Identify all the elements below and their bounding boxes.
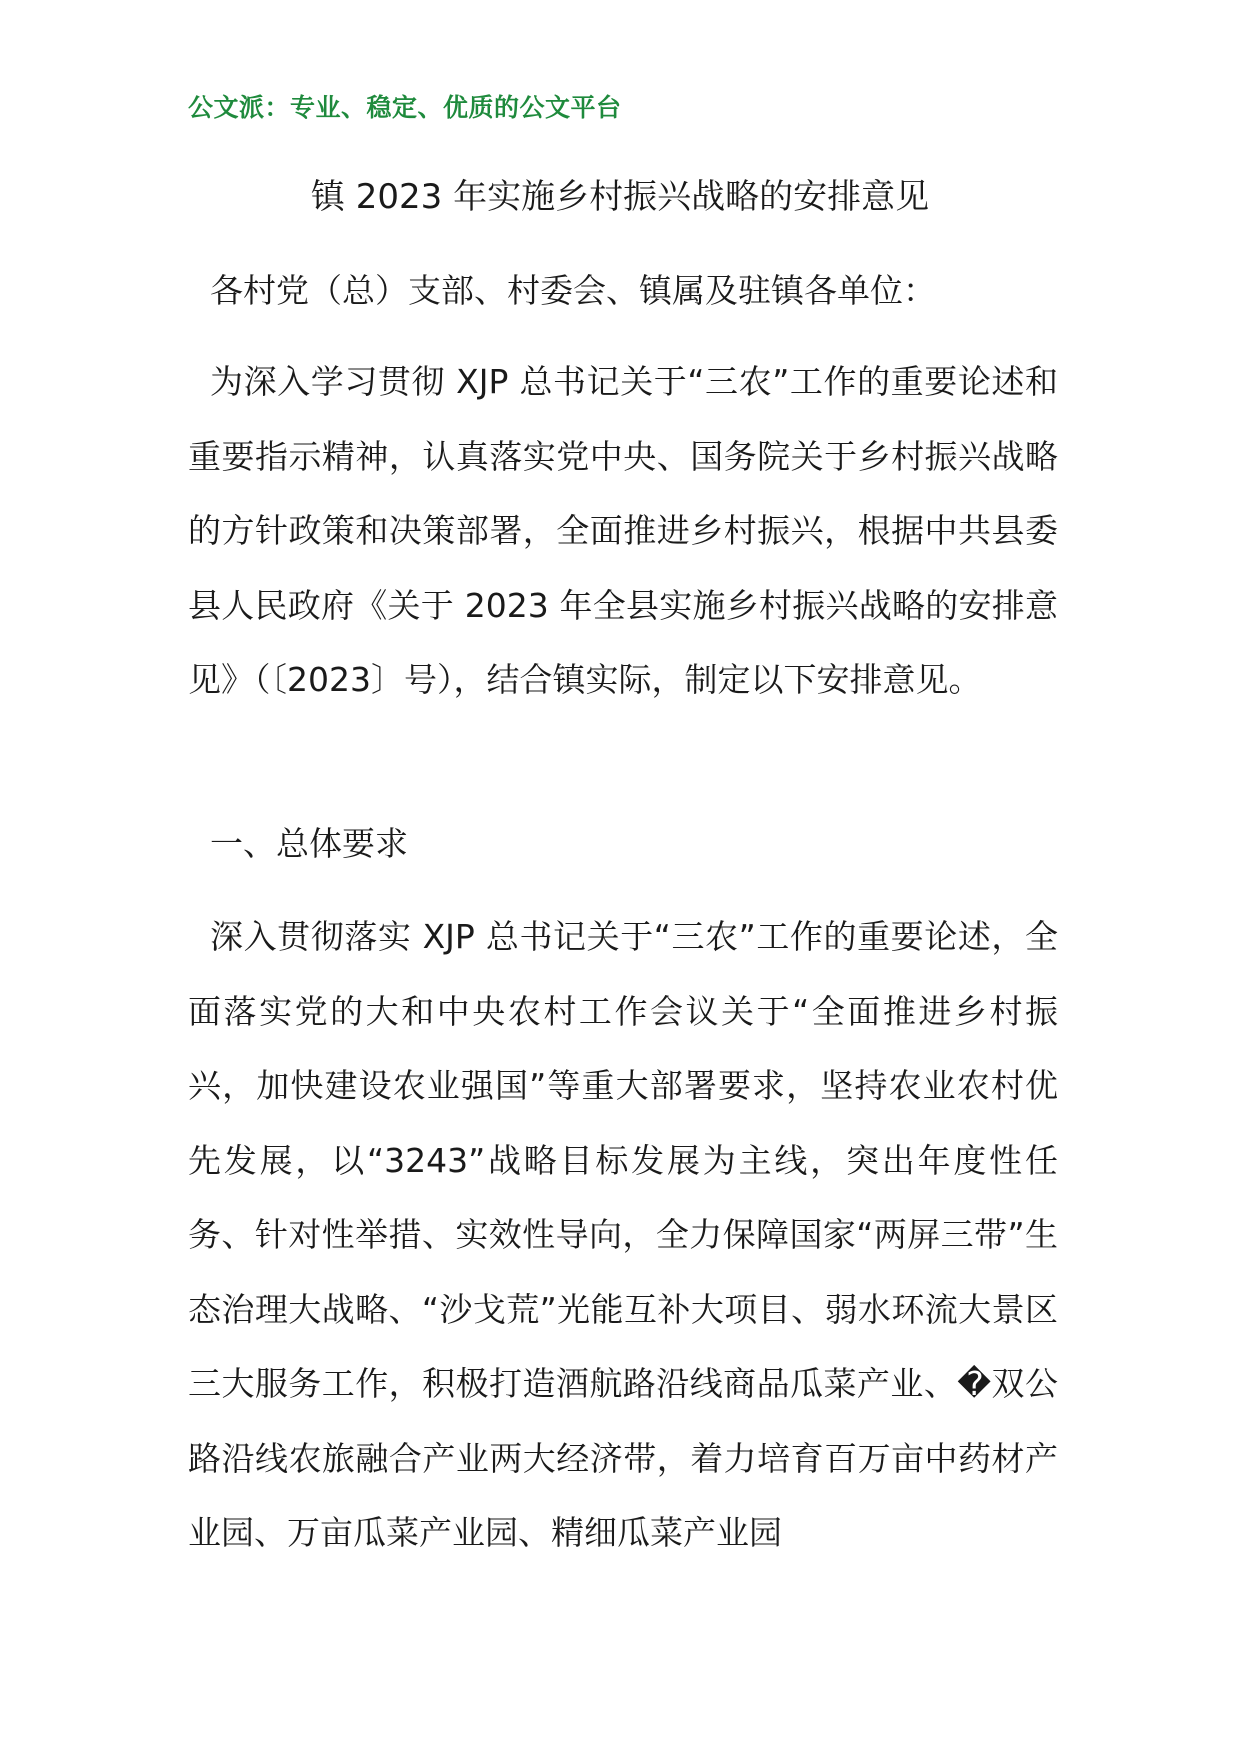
- header-brand: 公文派：专业、稳定、优质的公文平台: [188, 93, 622, 122]
- paragraph-intro: 为深入学习贯彻 XJP 总书记关于“三农”工作的重要论述和重要指示精神，认真落实党中央、国务院关于乡村振兴战略的方针政策和决策部署，全面推进乡村振兴，根据中共县委县人民政府《关于 2023 年全县实施乡村振兴战略的安排意见》（〔2023〕号），结合镇实际，制定以下安排意见。: [188, 362, 1058, 699]
- paragraph-general-requirements: 深入贯彻落实 XJP 总书记关于“三农”工作的重要论述，全面落实党的大和中央农村工作会议关于“全面推进乡村振兴，加快建设农业强国”等重大部署要求，坚持农业农村优先发展，以“3243”战略目标发展为主线，突出年度性任务、针对性举措、实效性导向，全力保障国家“两屏三带”生态治理大战略、“沙戈荒”光能互补大项目、弱水环流大景区三大服务工作，积极打造酒航路沿线商品瓜菜产业、�双公路沿线农旅融合产业两大经济带，着力培育百万亩中药材产业园、万亩瓜菜产业园、精细瓜菜产业园: [188, 917, 1058, 1552]
- salutation: 各村党（总）支部、村委会、镇属及驻镇各单位：: [210, 271, 936, 310]
- section-heading-general-requirements: 一、总体要求: [210, 824, 408, 863]
- document-title: 镇 2023 年实施乡村振兴战略的安排意见: [310, 177, 930, 217]
